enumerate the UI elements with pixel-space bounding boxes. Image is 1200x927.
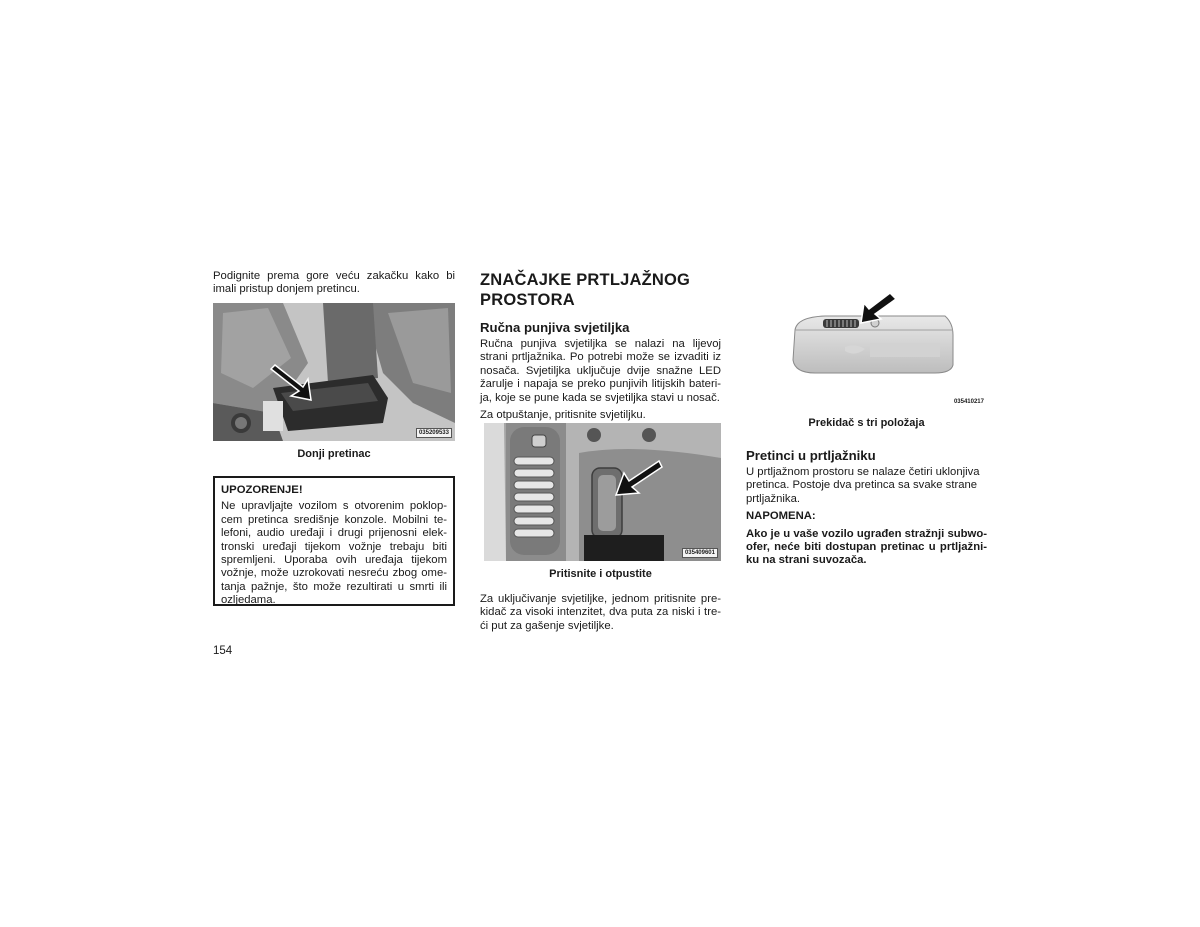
intro-paragraph: Podignite prema gore veću zakačku kako bi imali pristup donjem pretincu.: [213, 270, 455, 296]
warning-text: Ne upravljajte vozilom s otvorenim poklop-cem pretinca središnje konzole. Mobilni te-lefoni, audio uređaji i drugi prijenosni elek-tronski uređaji tijekom vožnje trebaju biti spremljeni. Uporaba ovih uređaja tijekom vožnje, može uzrokovati nesreću zbog ome-tanja pažnje, što može rezultirati u smrti ili ozljedama.: [221, 500, 447, 607]
figure-code: 035209533: [416, 428, 452, 438]
middle-column: [480, 270, 721, 422]
warning-title: UPOZORENJE!: [221, 484, 303, 496]
page-number: 154: [213, 645, 233, 657]
figure-caption: Donji pretinac: [297, 448, 371, 460]
figure-caption: Prekidač s tri položaja: [808, 417, 925, 429]
flashlight-illustration: [484, 423, 721, 561]
switch-instruction-block: [480, 593, 721, 633]
left-column: [213, 270, 455, 297]
three-position-switch-illustration: [785, 285, 990, 405]
right-column: [746, 448, 987, 568]
switch-instruction: Za uključivanje svjetiljke, jednom pritisnite pre-kidač za visoki intenzitet, dva puta za niski i tre-ći put za gašenje svjetiljke.: [480, 593, 721, 632]
console-bin-illustration: [213, 303, 455, 441]
storage-bins-description: U prtljažnom prostoru se nalaze četiri uklonjiva pretinca. Postoje dva pretinca sa svake strane prtljažnika.: [746, 466, 980, 505]
figure-code: 035409601: [682, 548, 718, 558]
console-bin-photo: [213, 303, 455, 441]
subheading-flashlight: Ručna punjiva svjetiljka: [480, 320, 630, 335]
note-title: NAPOMENA:: [746, 510, 816, 523]
figure-code: 035410217: [953, 399, 984, 405]
section-heading-line-1: ZNAČAJKE PRTLJAŽNOG: [480, 271, 691, 289]
release-instruction: Za otpuštanje, pritisnite svjetiljku.: [480, 409, 646, 422]
section-heading-line-2: PROSTORA: [480, 291, 575, 309]
figure-caption: Pritisnite i otpustite: [549, 568, 652, 580]
subheading-storage-bins: Pretinci u prtljažniku: [746, 448, 876, 463]
flashlight-photo: [484, 423, 721, 561]
warning-box: [213, 476, 455, 606]
section-heading: [480, 270, 721, 310]
flashlight-switch-drawing: [785, 285, 990, 405]
flashlight-description: Ručna punjiva svjetiljka se nalazi na lijevoj strani prtljažnika. Po potrebi može se izvaditi iz nosača. Svjetiljka uključuje dvije snažne LED žarulje i napaja se preko punjivih litijskih bateri-ja, koje se pune kada se svjetiljka stavi u nosač.: [480, 338, 721, 404]
note-text: Ako je u vaše vozilo ugrađen stražnji subwo-ofer, neće biti dostupan pretinac u prtljažni-ku na strani suvozača.: [746, 527, 987, 567]
